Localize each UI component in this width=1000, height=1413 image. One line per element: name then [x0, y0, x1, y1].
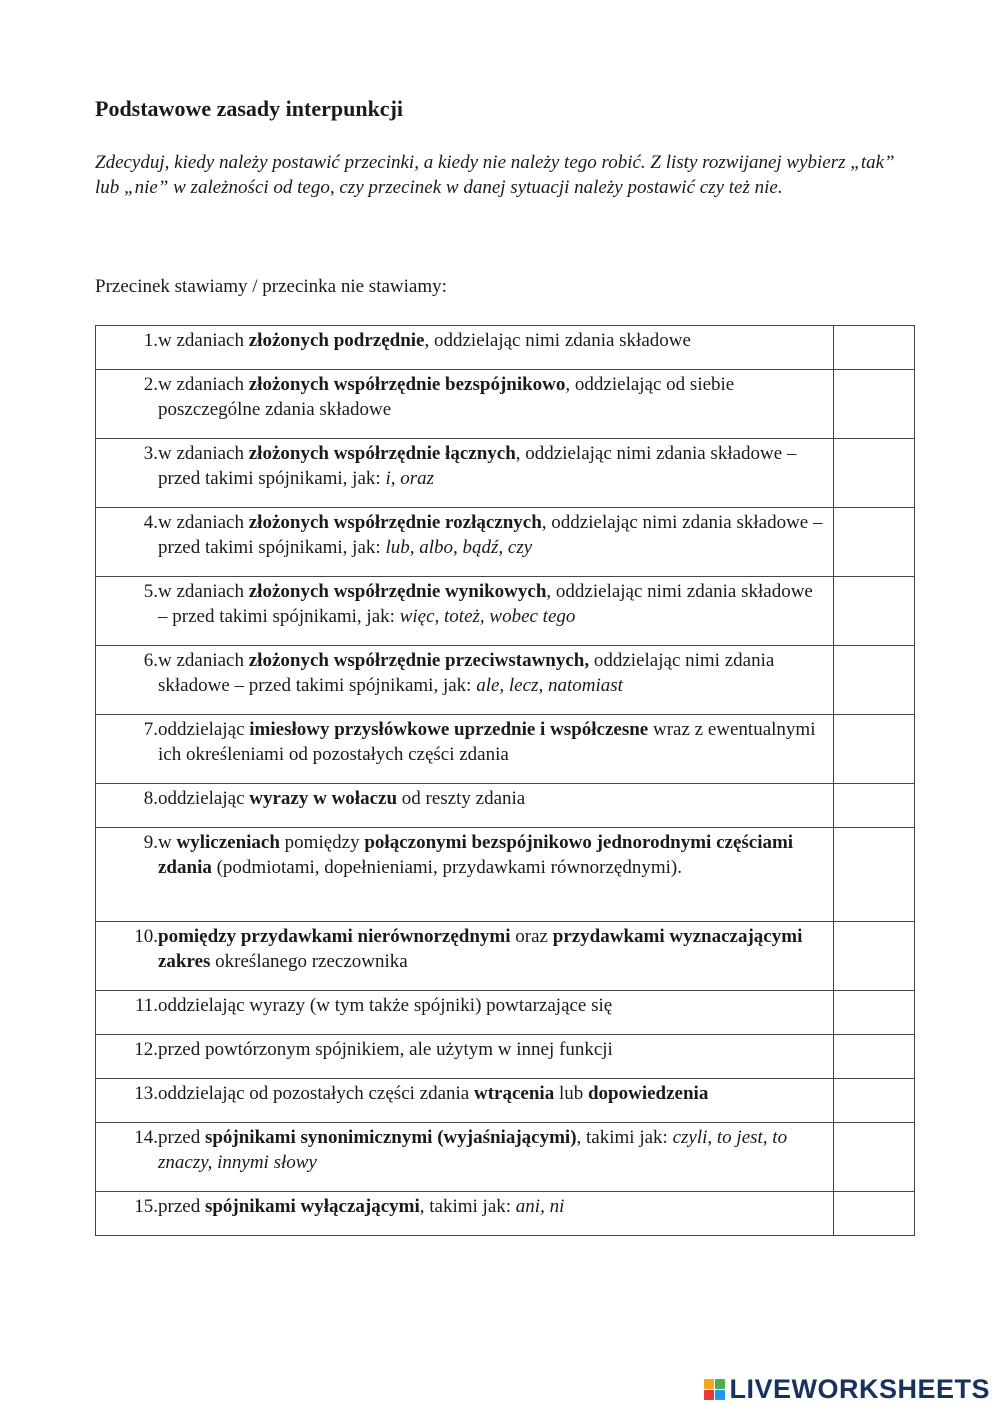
- logo-text: LIVEWORKSHEETS: [729, 1374, 990, 1404]
- rule-text-cell: [96, 1079, 834, 1123]
- rule-text-cell: [96, 439, 834, 508]
- rule-text-segment: wraz z ewentualnymi ich określeniami od pozostałych części zdania: [158, 719, 816, 765]
- rule-text-cell: [96, 646, 834, 715]
- rule-text-segment: (podmiotami, dopełnieniami, przydawkami równorzędnymi).: [211, 857, 682, 878]
- rule-text-segment: złożonych współrzędnie wynikowych: [248, 581, 547, 602]
- rule-text-segment: czyli, to jest, to znaczy, innymi słowy: [158, 1127, 788, 1173]
- rule-text-segment: przed: [158, 1196, 205, 1217]
- rule-text: [158, 579, 825, 629]
- instructions: Zdecyduj, kiedy należy postawić przecinki, a kiedy nie należy tego robić. Z listy rozwijanej wybierz „tak” lub „nie” w zależności od tego, czy przecinek w danej sytuacji należy postawić czy też nie.: [95, 152, 895, 198]
- answer-dropdown-cell[interactable]: [834, 1079, 915, 1123]
- rule-text-segment: , oddzielając nimi zdania składowe: [424, 330, 691, 351]
- answer-dropdown-cell[interactable]: [834, 715, 915, 784]
- rule-text-cell: [96, 991, 834, 1035]
- rule-text-segment: imiesłowy przysłówkowe uprzednie i współczesne: [249, 719, 649, 740]
- rule-number: 8.: [143, 788, 158, 809]
- answer-dropdown-cell[interactable]: [834, 370, 915, 439]
- rule-text-cell: [96, 1192, 834, 1236]
- rule-number: 10.: [134, 926, 158, 947]
- rule-row: [96, 508, 915, 577]
- rule-text-segment: oddzielając nimi zdania składowe – przed takimi spójnikami, jak:: [158, 650, 775, 696]
- rule-text-cell: [96, 508, 834, 577]
- rule-text-segment: w zdaniach: [158, 443, 249, 464]
- rule-text-segment: w zdaniach: [158, 374, 249, 395]
- rule-number: 14.: [134, 1127, 158, 1148]
- logo-square-icon: [704, 1390, 714, 1400]
- rule-text-segment: , takimi jak:: [576, 1127, 673, 1148]
- rule-text-segment: i, oraz: [385, 468, 435, 489]
- rule-text-segment: określanego rzeczownika: [210, 951, 408, 972]
- answer-dropdown-cell[interactable]: [834, 577, 915, 646]
- rule-text-segment: , takimi jak:: [419, 1196, 516, 1217]
- rule-row: [96, 577, 915, 646]
- answer-dropdown-cell[interactable]: [834, 1035, 915, 1079]
- rule-text-segment: ale, lecz, natomiast: [476, 675, 623, 696]
- rule-number: 2.: [143, 374, 158, 395]
- rule-text-segment: , oddzielając nimi zdania składowe – przed takimi spójnikami, jak:: [158, 443, 797, 489]
- rule-text-cell: [96, 370, 834, 439]
- answer-dropdown-cell[interactable]: [834, 439, 915, 508]
- rule-text-segment: pomiędzy przydawkami nierównorzędnymi: [158, 926, 511, 947]
- logo-square-icon: [715, 1390, 725, 1400]
- rule-text-cell: [96, 1035, 834, 1079]
- rule-text-segment: w zdaniach: [158, 581, 249, 602]
- rule-text-segment: w zdaniach: [158, 512, 249, 533]
- rule-row: [96, 715, 915, 784]
- rule-text: [158, 717, 825, 767]
- rule-text-segment: lub: [554, 1083, 588, 1104]
- rule-text-segment: dopowiedzenia: [587, 1083, 709, 1104]
- rule-text-segment: złożonych współrzędnie bezspójnikowo: [248, 374, 566, 395]
- logo-square-icon: [704, 1379, 714, 1389]
- rule-text: [158, 328, 825, 353]
- rule-text-segment: złożonych współrzędnie rozłącznych: [248, 512, 542, 533]
- rule-text: [158, 372, 825, 422]
- answer-dropdown-cell[interactable]: [834, 784, 915, 828]
- rule-text-segment: oddzielając: [158, 788, 250, 809]
- rule-row: [96, 828, 915, 922]
- rule-number: 1.: [143, 330, 158, 351]
- logo-mark-icon: [704, 1379, 725, 1400]
- rule-text: [158, 648, 825, 698]
- rule-text-segment: oddzielając: [158, 719, 250, 740]
- rule-text-segment: złożonych współrzędnie łącznych: [248, 443, 516, 464]
- answer-dropdown-cell[interactable]: [834, 991, 915, 1035]
- rule-number: 7.: [143, 719, 158, 740]
- rule-text: [158, 830, 825, 880]
- rule-text-segment: , oddzielając od siebie poszczególne zdania składowe: [158, 374, 735, 420]
- lead-text: Przecinek stawiamy / przecinka nie stawiamy:: [95, 276, 447, 297]
- rule-text: [158, 1037, 825, 1062]
- rule-number: 9.: [143, 832, 158, 853]
- rule-number: 15.: [134, 1196, 158, 1217]
- rule-row: [96, 991, 915, 1035]
- liveworksheets-logo: [704, 1374, 990, 1405]
- rule-text-cell: [96, 326, 834, 370]
- rule-text: [158, 1125, 825, 1175]
- rule-text-segment: więc, toteż, wobec tego: [399, 606, 576, 627]
- rule-text-segment: złożonych współrzędnie przeciwstawnych,: [248, 650, 590, 671]
- rule-row: [96, 646, 915, 715]
- rule-text-segment: , oddzielając nimi zdania składowe – przed takimi spójnikami, jak:: [158, 581, 813, 627]
- rule-number: 11.: [134, 995, 158, 1016]
- rule-text-segment: przed: [158, 1127, 205, 1148]
- rule-number: 6.: [143, 650, 158, 671]
- rule-row: [96, 370, 915, 439]
- rule-number: 4.: [143, 512, 158, 533]
- answer-dropdown-cell[interactable]: [834, 1192, 915, 1236]
- rule-text-segment: ani, ni: [515, 1196, 565, 1217]
- rule-row: [96, 1192, 915, 1236]
- rule-text: [158, 510, 825, 560]
- answer-dropdown-cell[interactable]: [834, 828, 915, 922]
- logo-square-icon: [715, 1379, 725, 1389]
- rule-text-segment: oddzielając od pozostałych części zdania: [158, 1083, 474, 1104]
- rule-number: 13.: [134, 1083, 158, 1104]
- rule-text-segment: przed powtórzonym spójnikiem, ale użytym w innej funkcji: [158, 1039, 613, 1060]
- rule-text-segment: wyrazy w wołaczu: [249, 788, 398, 809]
- rule-text-segment: oddzielając wyrazy (w tym także spójniki) powtarzające się: [158, 995, 613, 1016]
- rule-text: [158, 441, 825, 491]
- rule-text-segment: złożonych podrzędnie: [248, 330, 425, 351]
- rule-text-cell: [96, 1123, 834, 1192]
- rule-text-segment: spójnikami wyłączającymi: [204, 1196, 420, 1217]
- rules-table: [95, 325, 915, 1236]
- rule-text-cell: [96, 784, 834, 828]
- rule-text-segment: połączonymi bezspójnikowo jednorodnymi częściami zdania: [158, 832, 794, 878]
- rule-text: [158, 1081, 825, 1106]
- rule-row: [96, 439, 915, 508]
- rule-text-segment: oraz: [510, 926, 553, 947]
- rule-row: [96, 784, 915, 828]
- rule-text-cell: [96, 577, 834, 646]
- rule-text-segment: w zdaniach: [158, 330, 249, 351]
- rule-row: [96, 1035, 915, 1079]
- rule-text-segment: , oddzielając nimi zdania składowe – przed takimi spójnikami, jak:: [158, 512, 823, 558]
- answer-dropdown-cell[interactable]: [834, 508, 915, 577]
- rule-text-segment: wyliczeniach: [176, 832, 280, 853]
- rule-row: [96, 1123, 915, 1192]
- rule-text: [158, 924, 825, 974]
- page-title: Podstawowe zasady interpunkcji: [95, 96, 404, 121]
- rule-number: 12.: [134, 1039, 158, 1060]
- answer-dropdown-cell[interactable]: [834, 922, 915, 991]
- rule-number: 5.: [143, 581, 158, 602]
- rule-row: [96, 1079, 915, 1123]
- answer-dropdown-cell[interactable]: [834, 326, 915, 370]
- rule-text-segment: przydawkami wyznaczającymi zakres: [158, 926, 803, 972]
- rule-row: [96, 326, 915, 370]
- rule-text: [158, 786, 825, 811]
- rule-text-cell: [96, 922, 834, 991]
- rule-text-segment: wtrącenia: [474, 1083, 555, 1104]
- answer-dropdown-cell[interactable]: [834, 646, 915, 715]
- rule-text-cell: [96, 828, 834, 922]
- rule-text-segment: od reszty zdania: [397, 788, 526, 809]
- rule-text-segment: spójnikami synonimicznymi (wyjaśniającymi): [204, 1127, 577, 1148]
- answer-dropdown-cell[interactable]: [834, 1123, 915, 1192]
- rule-row: [96, 922, 915, 991]
- rule-text-segment: lub, albo, bądź, czy: [385, 537, 533, 558]
- rule-text: [158, 1194, 825, 1219]
- rule-text-cell: [96, 715, 834, 784]
- rule-text-segment: w: [158, 832, 177, 853]
- rule-text-segment: pomiędzy: [279, 832, 365, 853]
- rule-text: [158, 993, 825, 1018]
- rule-number: 3.: [143, 443, 158, 464]
- rule-text-segment: w zdaniach: [158, 650, 249, 671]
